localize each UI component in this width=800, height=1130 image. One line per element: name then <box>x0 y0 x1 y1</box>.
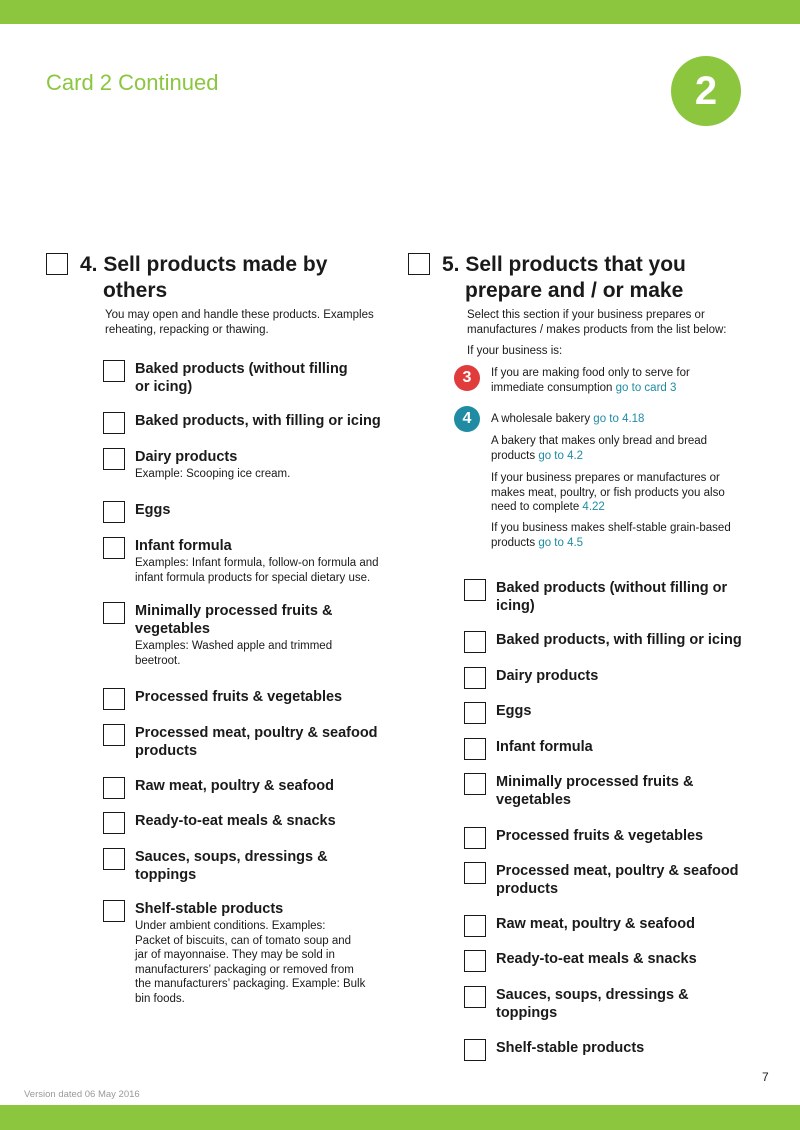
step-text-line: If you business makes shelf-stable grain-based <box>491 522 731 534</box>
item-label-line: Ready-to-eat meals & snacks <box>496 951 697 967</box>
section-5-checkbox[interactable] <box>408 253 430 275</box>
item-label-line: Dairy products <box>496 668 599 684</box>
step-text <box>491 412 741 427</box>
section-5-intro-line: Select this section if your business prepares or <box>467 309 705 321</box>
step-text-line <box>491 449 741 464</box>
item-label-line: Minimally processed fruits & <box>135 603 333 619</box>
item-description-line: Examples: Infant formula, follow-on formula and <box>135 557 379 569</box>
step-link[interactable]: go to 4.5 <box>538 536 584 549</box>
top-accent-bar <box>0 0 800 24</box>
item-checkbox[interactable] <box>103 412 125 434</box>
section-4-intro <box>105 308 374 337</box>
item-label-line: Processed meat, poultry & seafood <box>135 725 378 741</box>
step-text-line: makes meat, poultry, or fish products you also <box>491 486 725 499</box>
card-number-badge: 2 <box>671 56 741 126</box>
item-checkbox[interactable] <box>464 631 486 653</box>
item-label-line: toppings <box>496 1005 558 1021</box>
item-label-line: Baked products (without filling <box>135 361 348 377</box>
step-text <box>491 471 741 515</box>
step-text <box>491 366 741 395</box>
item-checkbox[interactable] <box>464 667 486 689</box>
item-label-line: Shelf-stable products <box>135 901 284 917</box>
item-description-line: Examples: Washed apple and trimmed <box>135 640 333 652</box>
section-4-title <box>80 252 327 304</box>
item-label <box>135 777 390 795</box>
section-4-intro-line: reheating, repacking or thawing. <box>105 323 269 336</box>
step-text-tail: products <box>491 536 539 549</box>
step-text-line: If you are making food only to serve for <box>491 367 690 379</box>
item-label <box>496 915 751 933</box>
item-label-line: Infant formula <box>496 739 593 755</box>
item-label-line: Sauces, soups, dressings & <box>496 987 689 1003</box>
step-link[interactable]: go to 4.2 <box>538 449 584 462</box>
item-label <box>135 688 390 706</box>
item-label-line: Shelf-stable products <box>496 1040 645 1056</box>
item-label <box>496 950 751 968</box>
section-5-intro-line: manufactures / makes products from the list below: <box>467 323 727 336</box>
item-label-line: Raw meat, poultry & seafood <box>496 916 696 932</box>
item-label-line: Processed fruits & vegetables <box>496 828 704 844</box>
step-text-line <box>491 536 741 551</box>
item-label <box>496 631 751 649</box>
step-text-tail: need to complete <box>491 501 583 513</box>
item-description <box>135 556 393 585</box>
item-checkbox[interactable] <box>103 537 125 559</box>
section-5-title-line1: 5. Sell products that you <box>442 253 686 276</box>
page-number: 7 <box>762 1070 769 1084</box>
item-checkbox[interactable] <box>103 688 125 710</box>
step-link[interactable]: go to 4.18 <box>593 413 645 425</box>
step-text <box>491 521 741 550</box>
item-label <box>135 360 390 396</box>
item-description-line: Example: Scooping ice cream. <box>135 468 291 480</box>
section-5-intro <box>467 308 727 359</box>
item-checkbox[interactable] <box>464 1039 486 1061</box>
step-badge-4: 4 <box>454 406 480 432</box>
version-date: Version dated 06 May 2016 <box>24 1089 140 1100</box>
item-checkbox[interactable] <box>103 900 125 922</box>
item-label <box>135 602 390 638</box>
step-text-line <box>491 381 741 396</box>
item-description-line: Under ambient conditions. Examples: <box>135 920 326 932</box>
item-label-line: Infant formula <box>135 538 232 554</box>
section-4-title-line2: others <box>103 279 168 302</box>
item-label-line: Ready-to-eat meals & snacks <box>135 813 336 829</box>
item-checkbox[interactable] <box>103 360 125 382</box>
item-label <box>135 448 390 466</box>
item-label-line: products <box>496 881 559 897</box>
item-label-line: Dairy products <box>135 449 238 465</box>
item-label-line: Eggs <box>496 703 532 719</box>
item-label-line: Baked products, with filling or icing <box>135 413 381 429</box>
item-label <box>496 579 751 615</box>
item-checkbox[interactable] <box>103 448 125 470</box>
item-label <box>135 812 390 830</box>
item-label-line: toppings <box>135 867 197 883</box>
item-description-line: Packet of biscuits, can of tomato soup and <box>135 934 352 947</box>
item-description-line: the manufacturers’ packaging. Example: Bulk <box>135 978 366 990</box>
item-description-line: beetroot. <box>135 654 181 667</box>
item-checkbox[interactable] <box>464 915 486 937</box>
item-checkbox[interactable] <box>464 862 486 884</box>
section-4-title-line1: 4. Sell products made by <box>80 253 328 276</box>
step-badge-3: 3 <box>454 365 480 391</box>
item-description-line: manufacturers’ packaging or removed from <box>135 963 354 976</box>
item-checkbox[interactable] <box>103 724 125 746</box>
item-label-line: vegetables <box>135 621 210 637</box>
item-label-line: products <box>135 743 198 759</box>
bottom-accent-bar <box>0 1105 800 1130</box>
item-label-line: icing) <box>496 598 535 614</box>
item-checkbox[interactable] <box>103 501 125 523</box>
step-text-line <box>491 500 741 515</box>
item-label <box>496 862 751 898</box>
item-label-line: vegetables <box>496 792 571 808</box>
card-title: Card 2 Continued <box>46 70 219 95</box>
step-text-tail: products <box>491 449 539 462</box>
item-checkbox[interactable] <box>464 773 486 795</box>
step-link[interactable]: 4.22 <box>582 501 605 513</box>
item-label <box>135 724 390 760</box>
item-label-line: Processed meat, poultry & seafood <box>496 863 739 879</box>
item-description-line: infant formula products for special dietary use. <box>135 571 371 584</box>
item-checkbox[interactable] <box>464 950 486 972</box>
section-5-title <box>442 252 686 304</box>
item-checkbox[interactable] <box>464 579 486 601</box>
item-label <box>135 848 390 884</box>
item-label-line: Baked products (without filling or <box>496 580 728 596</box>
item-label <box>496 773 751 809</box>
item-label <box>135 900 390 918</box>
step-text-line: A bakery that makes only bread and bread <box>491 435 708 447</box>
section-5-title-line2: prepare and / or make <box>465 279 684 302</box>
item-checkbox[interactable] <box>464 738 486 760</box>
item-checkbox[interactable] <box>103 602 125 624</box>
item-description <box>135 919 393 1006</box>
item-label <box>135 501 390 519</box>
item-label <box>496 738 751 756</box>
step-text <box>491 434 741 463</box>
item-description-line: jar of mayonnaise. They may be sold in <box>135 949 335 961</box>
item-description-line: bin foods. <box>135 992 185 1005</box>
item-checkbox[interactable] <box>103 848 125 870</box>
item-label-line: Sauces, soups, dressings & <box>135 849 328 865</box>
item-label <box>135 537 390 555</box>
item-label-line: Minimally processed fruits & <box>496 774 694 790</box>
item-label <box>496 827 751 845</box>
item-label <box>496 1039 751 1057</box>
step-text-tail: immediate consumption <box>491 381 616 394</box>
item-label-line: or icing) <box>135 379 193 395</box>
section-5-intro-line: If your business is: <box>467 345 563 357</box>
item-label-line: Processed fruits & vegetables <box>135 689 343 705</box>
step-text-line <box>491 412 741 427</box>
item-checkbox[interactable] <box>103 812 125 834</box>
item-label-line: Raw meat, poultry & seafood <box>135 778 335 794</box>
section-4-intro-line: You may open and handle these products. Examples <box>105 309 374 321</box>
item-label <box>496 702 751 720</box>
item-label-line: Baked products, with filling or icing <box>496 632 742 648</box>
item-checkbox[interactable] <box>464 702 486 724</box>
section-4-checkbox[interactable] <box>46 253 68 275</box>
item-description <box>135 639 393 668</box>
item-label <box>496 986 751 1022</box>
step-link[interactable]: go to card 3 <box>615 381 677 394</box>
item-label <box>496 667 751 685</box>
item-label-line: Eggs <box>135 502 171 518</box>
item-checkbox[interactable] <box>103 777 125 799</box>
step-text-tail: A wholesale bakery <box>491 413 594 425</box>
item-label <box>135 412 390 430</box>
item-checkbox[interactable] <box>464 827 486 849</box>
step-text-line: If your business prepares or manufactures or <box>491 472 720 484</box>
item-description <box>135 467 393 482</box>
item-checkbox[interactable] <box>464 986 486 1008</box>
